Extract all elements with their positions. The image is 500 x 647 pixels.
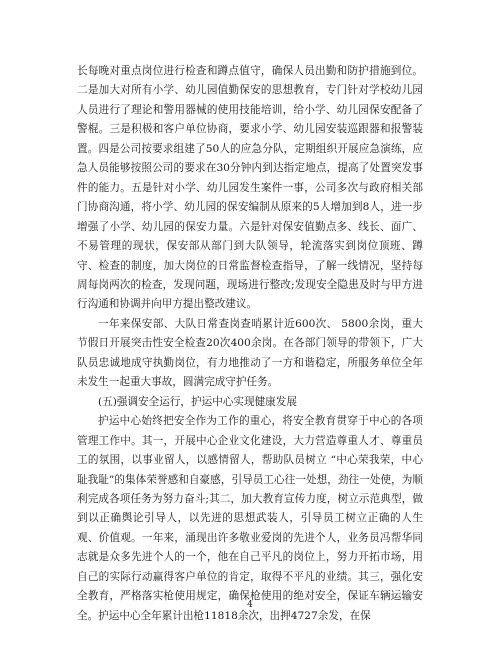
paragraph-escort-center-safety: 护运中心始终把安全作为工作的重心，将安全教育贯穿于中心的各项管理工作中。其一，开展中心企业文化建设，大力营造尊重人才、尊重员工的氛围，以事业留人，以感情留人，帮助队员树立 “中心荣我荣，中心耻我耻”的集体荣誉感和自豪感，引导员工心往一处想，劲往一处使，为顺利完成各项任务为努力奋斗;其二，加大教育宣传力度，树立示范典型，做到以正确舆论引导人，以先进的思想武装人，引导员工树立正确的人生观、价值观。一年来，涌现出许多敬业爱岗的先进个人，业务员冯帮华同志就是众多先进个人的一个，他在自己平凡的岗位上，努力开拓市场，用自己的实际行动赢得客户单位的肯定，取得不平凡的业绩。其三，强化安全教育，严格落实枪使用规定，确保枪使用的绝对安全，保证车辆运输安全。护运中心全年累计出枪11818余次，出押4727余发，在保 [77, 415, 423, 622]
page-number: 4 [247, 600, 253, 610]
paragraph-annual-inspection-summary: 一年来保安部、大队日常查岗查哨累计近600次、 5800余岗，重大节假日开展突击性安全检查20次400余岗。在各部门领导的带领下，广大队员忠诚地成守执勤岗位，有力地推动了一方和谐稳定，所服务单位全年未发生一起重大事故，圆满完成守护任务。 [77, 317, 423, 389]
paragraph-school-security-measures: 长每晚对重点岗位进行检查和蹲点值守，确保人员出勤和防护措施到位。二是加大对所有小学、幼儿园值勤保安的思想教育，专门针对学校幼儿园人员进行了理论和警用器械的使用技能培训，给小学、幼儿园保安配备了警棍。三是积极和客户单位协商，要求小学、幼儿园安装巡跟器和报警装置。四是公司按要求组建了50人的应急分队，定期组织开展应急演练，应急人员能够按照公司的要求在30分钟内到达指定地点，提高了处置突发事件的能力。五是针对小学、幼儿园发生案件一事，公司多次与政府相关部门协商沟通，将小学、幼儿园的保安编制从原来的5人增加到8人，进一步增强了小学、幼儿园的保安力量。六是针对保安值勤点多、线长、面广、不易管理的现状，保安部从部门到大队领导，轮流落实到岗位顶班、蹲守、检查的制度，加大岗位的日常监督检查指导，了解一线情况，坚持每周每岗两次的检查，发现问题，现场进行整改;发现安全隐患及时与甲方进行沟通和协调并向甲方提出整改建议。 [77, 65, 423, 311]
section-heading-escort-center: (五)强调安全运行，护运中心实现健康发展 [98, 395, 297, 408]
document-body [77, 62, 423, 626]
